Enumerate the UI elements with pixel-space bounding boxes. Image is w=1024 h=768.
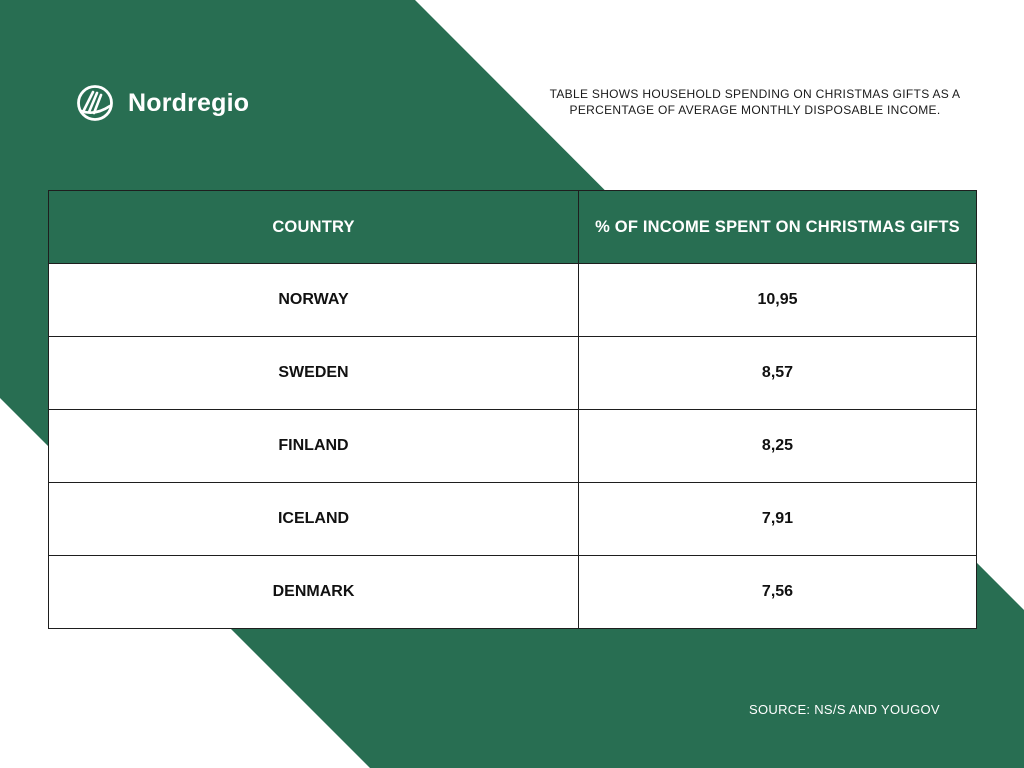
percentage-cell: 7,56: [579, 556, 977, 629]
table-header-row: [49, 191, 977, 264]
table-caption: TABLE SHOWS HOUSEHOLD SPENDING ON CHRISTMAS GIFTS AS A PERCENTAGE OF AVERAGE MONTHLY DISPOSABLE INCOME.: [549, 87, 961, 117]
percentage-cell: 7,91: [579, 483, 977, 556]
country-cell: ICELAND: [49, 483, 579, 556]
nordregio-logo-icon: [76, 84, 114, 122]
brand-logo: [76, 84, 249, 122]
header-country: COUNTRY: [49, 191, 579, 264]
header-percentage: % OF INCOME SPENT ON CHRISTMAS GIFTS: [579, 191, 977, 264]
percentage-cell: 10,95: [579, 264, 977, 337]
table-row: [49, 264, 977, 337]
country-cell: FINLAND: [49, 410, 579, 483]
brand-name: Nordregio: [128, 88, 250, 117]
table-row: [49, 337, 977, 410]
percentage-cell: 8,25: [579, 410, 977, 483]
country-cell: DENMARK: [49, 556, 579, 629]
table-row: [49, 410, 977, 483]
table-row: [49, 556, 977, 629]
country-cell: SWEDEN: [49, 337, 579, 410]
table-row: [49, 483, 977, 556]
spending-table: [48, 190, 977, 629]
percentage-cell: 8,57: [579, 337, 977, 410]
source-note: SOURCE: NS/S AND YOUGOV: [749, 702, 940, 717]
country-cell: NORWAY: [49, 264, 579, 337]
